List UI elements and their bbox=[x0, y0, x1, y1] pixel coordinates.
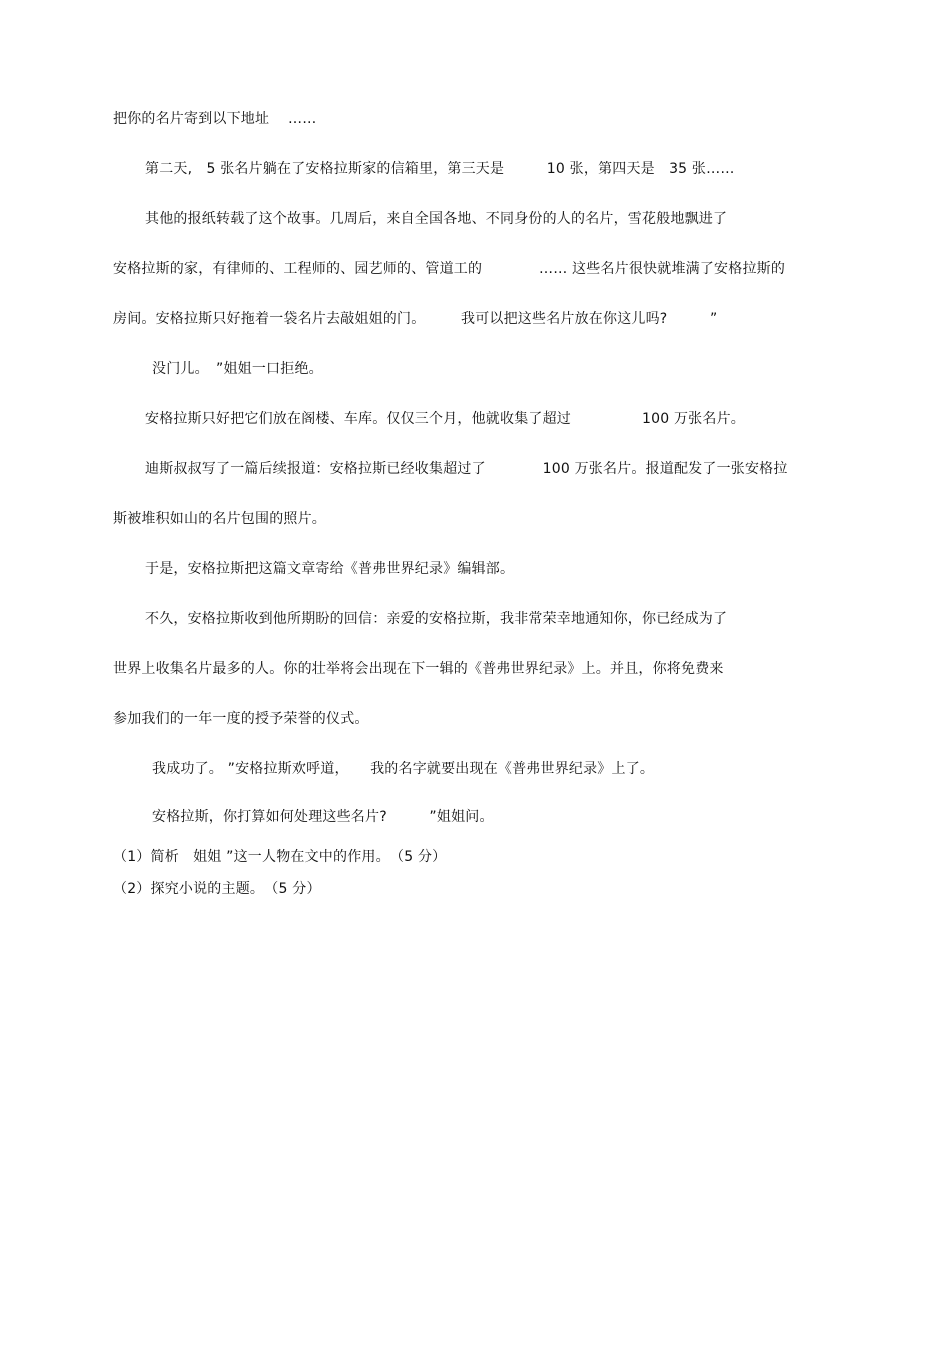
paragraph-line-10: 于是，安格拉斯把这篇文章寄给《普弗世界纪录》编辑部。 bbox=[145, 561, 515, 577]
paragraph-line-9: 斯被堆积如山的名片包围的照片。 bbox=[113, 511, 326, 527]
paragraph-line-4: 安格拉斯的家，有律师的、工程师的、园艺师的、管道工的 …… 这些名片很快就堆满了安格拉斯的 bbox=[113, 261, 786, 277]
question-1: （1）简析 姐姐 ”这一人物在文中的作用。 （5 分） bbox=[113, 849, 447, 865]
paragraph-line-2: 第二天, 5 张名片躺在了安格拉斯家的信箱里，第三天是 10 张，第四天是 35 张…… bbox=[145, 161, 735, 177]
paragraph-line-8: 迪斯叔叔写了一篇后续报道：安格拉斯已经收集超过了 100 万张名片。报道配发了一张安格拉 bbox=[145, 461, 788, 477]
paragraph-line-7: 安格拉斯只好把它们放在阁楼、车库。仅仅三个月，他就收集了超过 100 万张名片。 bbox=[145, 411, 745, 427]
paragraph-line-3: 其他的报纸转载了这个故事。几周后，来自全国各地、不同身份的人的名片，雪花般地飘进了 bbox=[145, 211, 728, 227]
paragraph-line-1: 把你的名片寄到以下地址 …… bbox=[113, 111, 317, 127]
question-2: （2）探究小说的主题。 （5 分） bbox=[113, 881, 321, 897]
paragraph-line-15: 安格拉斯，你打算如何处理这些名片? ”姐姐问。 bbox=[152, 809, 494, 825]
paragraph-line-6: 没门儿。 ”姐姐一口拒绝。 bbox=[152, 361, 323, 377]
paragraph-line-13: 参加我们的一年一度的授予荣誉的仪式。 bbox=[113, 711, 369, 727]
paragraph-line-14: 我成功了。 ”安格拉斯欢呼道， 我的名字就要出现在《普弗世界纪录》上了。 bbox=[152, 761, 655, 777]
paragraph-line-12: 世界上收集名片最多的人。你的壮举将会出现在下一辑的《普弗世界纪录》上。并且，你将免费来 bbox=[113, 661, 724, 677]
paragraph-line-5: 房间。安格拉斯只好拖着一袋名片去敲姐姐的门。 我可以把这些名片放在你这儿吗? ” bbox=[113, 311, 718, 327]
paragraph-line-11: 不久，安格拉斯收到他所期盼的回信：亲爱的安格拉斯，我非常荣幸地通知你，你已经成为了 bbox=[145, 611, 728, 627]
